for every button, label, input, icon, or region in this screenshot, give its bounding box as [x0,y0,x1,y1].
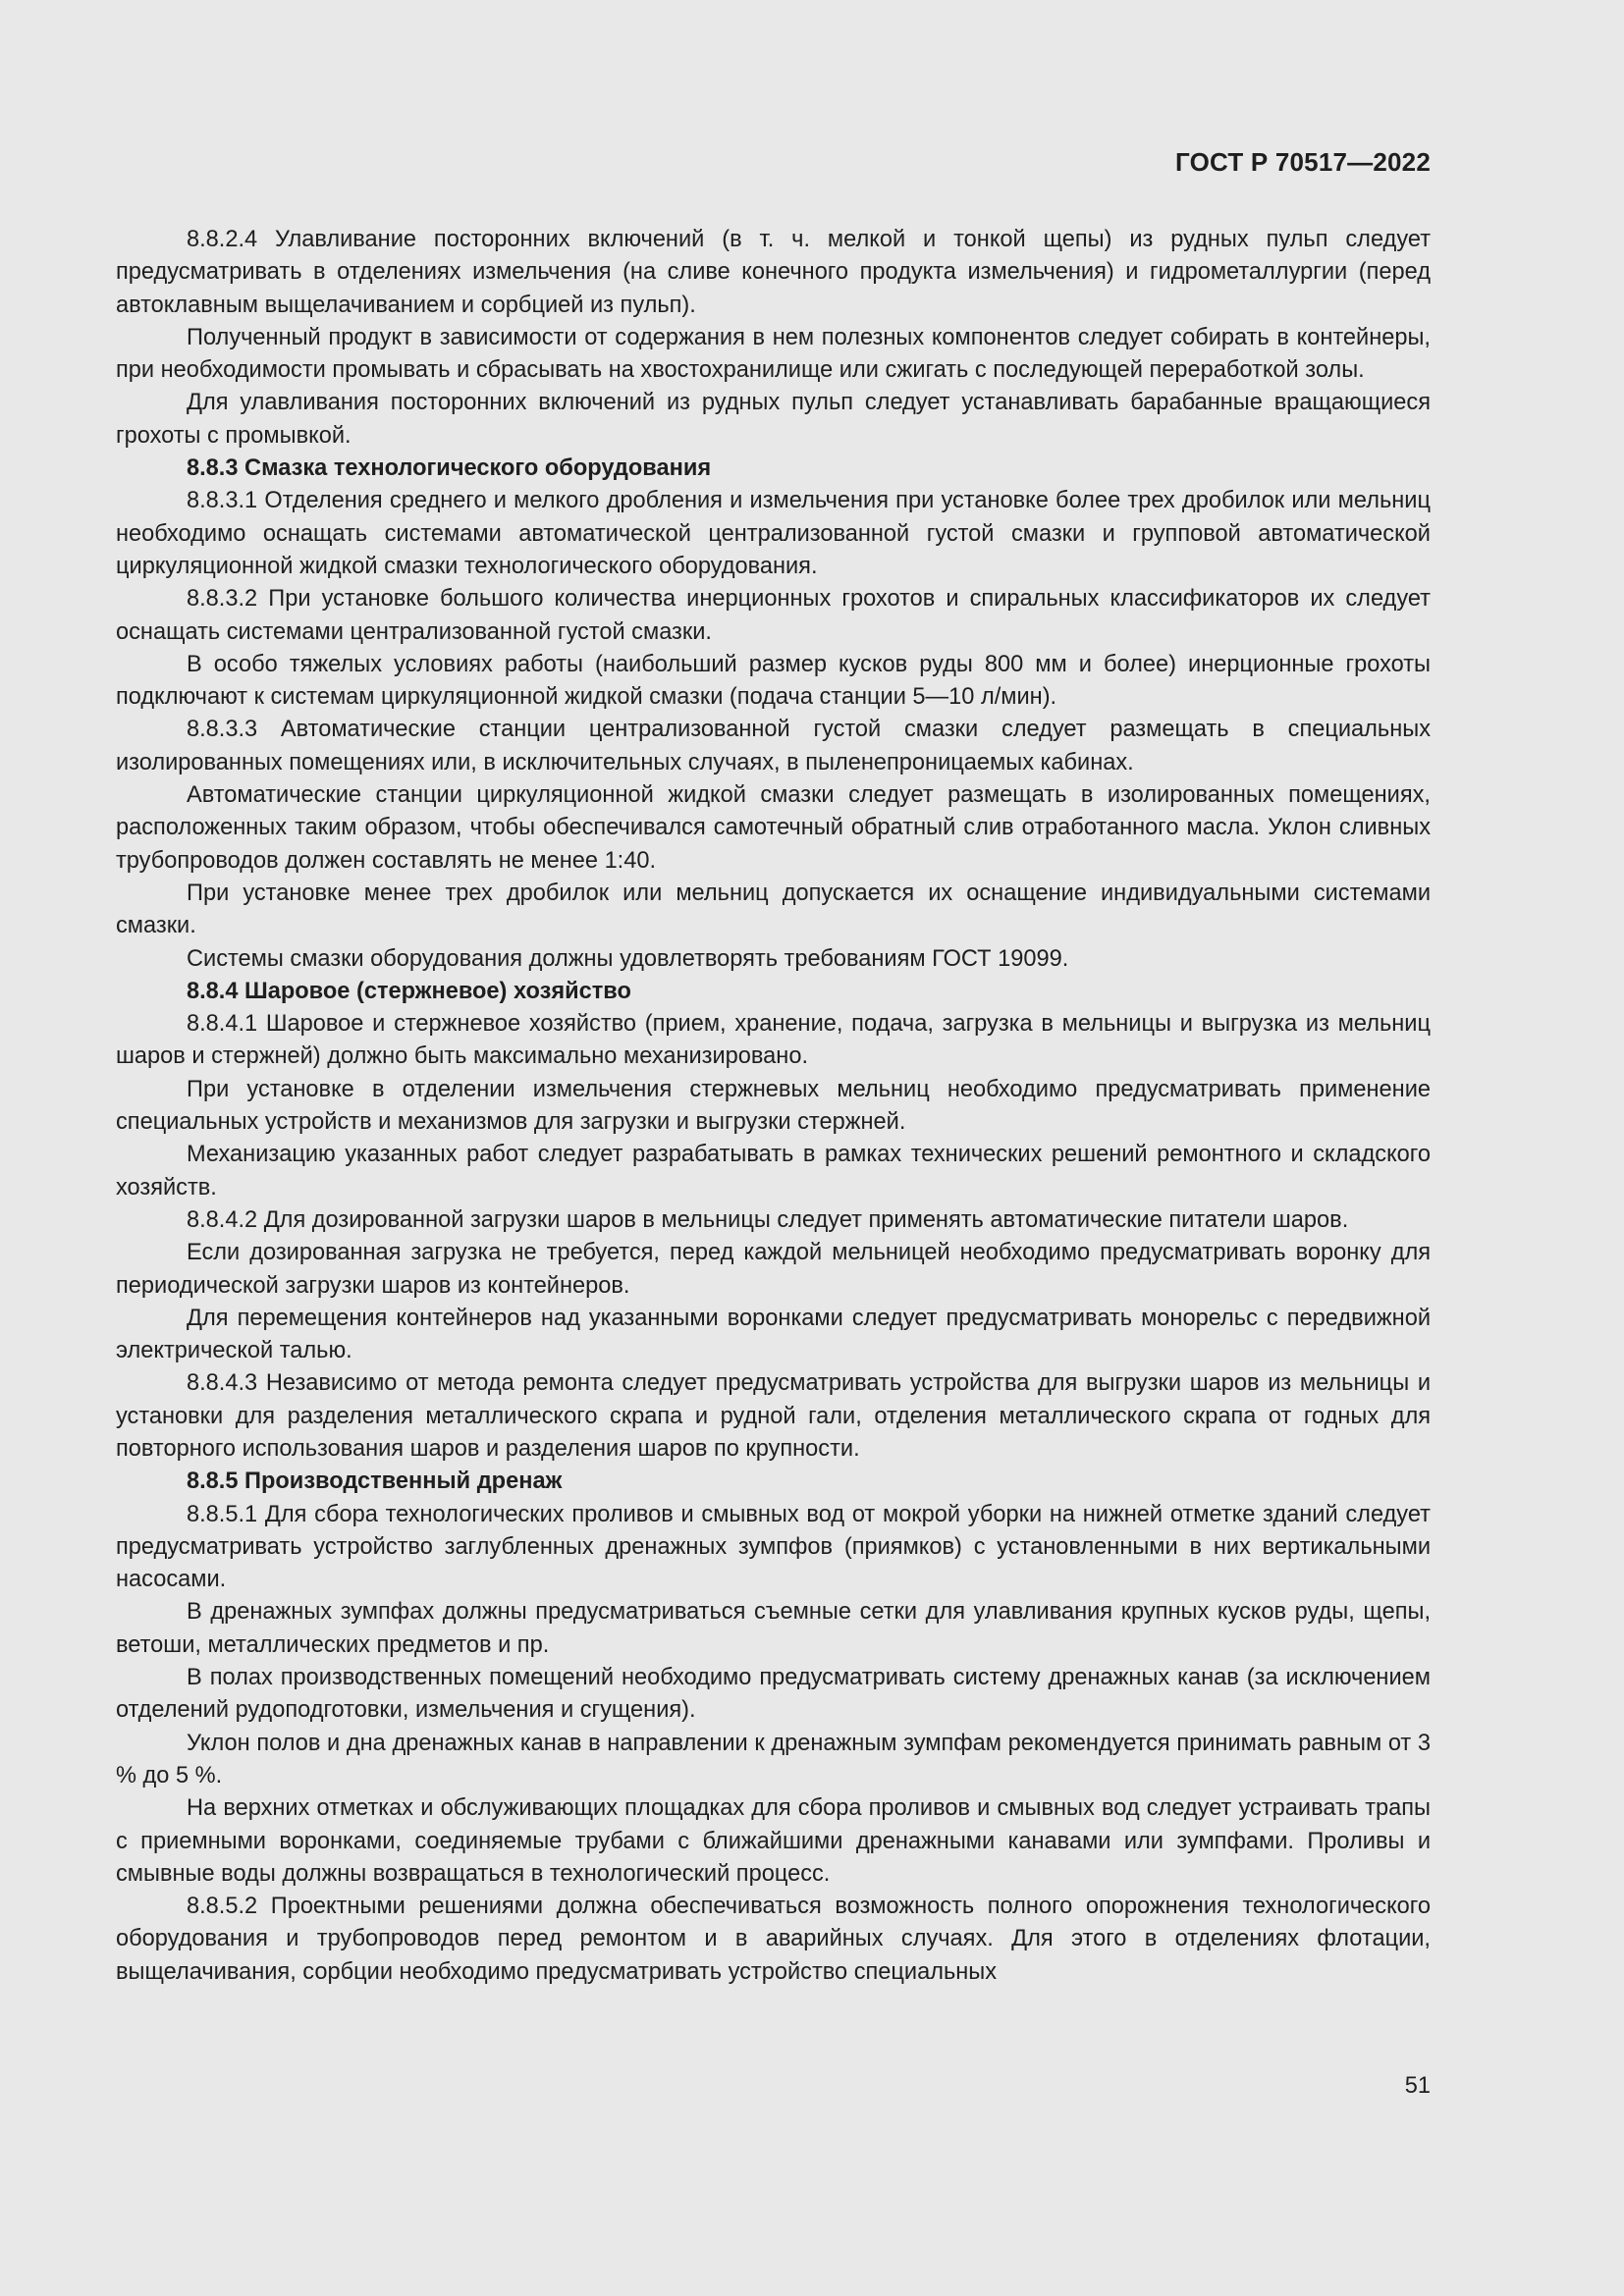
paragraph: В особо тяжелых условиях работы (наибольший размер кусков руды 800 мм и более) инерционные грохоты подключают к системам циркуляционной жидкой смазки (подача станции 5—10 л/мин). [116,651,1431,711]
paragraph: В полах производственных помещений необходимо предусматривать систему дренажных канав (за исключением отделений рудоподготовки, измельчения и сгущения). [116,1665,1431,1724]
paragraph: При установке менее трех дробилок или мельниц допускается их оснащение индивидуальными системами смазки. [116,880,1431,939]
paragraph: Для улавливания посторонних включений из рудных пульп следует устанавливать барабанные вращающиеся грохоты с промывкой. [116,390,1431,449]
paragraph: В дренажных зумпфах должны предусматриваться съемные сетки для улавливания крупных кусков руды, щепы, ветоши, металлических предметов и пр. [116,1599,1431,1658]
paragraph: Автоматические станции циркуляционной жидкой смазки следует размещать в изолированных помещениях, расположенных таким образом, чтобы обеспечивался самотечный обратный слив отработанного масла. Уклон сливных трубопроводов должен составлять не менее 1:40. [116,782,1431,874]
paragraph: Механизацию указанных работ следует разрабатывать в рамках технических решений ремонтного и складского хозяйств. [116,1142,1431,1201]
paragraph: Системы смазки оборудования должны удовлетворять требованиям ГОСТ 19099. [187,945,1069,972]
paragraph: 8.8.3.2 При установке большого количества инерционных грохотов и спиральных классификаторов их следует оснащать системами централизованной густой смазки. [116,586,1431,645]
paragraph: 8.8.4.2 Для дозированной загрузки шаров в мельницы следует применять автоматические питатели шаров. [187,1206,1349,1233]
paragraph: При установке в отделении измельчения стержневых мельниц необходимо предусматривать применение специальных устройств и механизмов для загрузки и выгрузки стержней. [116,1076,1431,1136]
paragraph: 8.8.4.3 Независимо от метода ремонта следует предусматривать устройства для выгрузки шаров из мельницы и установки для разделения металлического скрапа и рудной гали, отделения металлического скрапа от годных для повторного использования шаров и разделения шаров по крупности. [116,1370,1431,1462]
section-heading: 8.8.5 Производственный дренаж [187,1468,563,1495]
section-heading: 8.8.3 Смазка технологического оборудования [187,455,712,482]
paragraph: На верхних отметках и обслуживающих площадках для сбора проливов и смывных вод следует устраивать трапы с приемными воронками, соединяемые трубами с ближайшими дренажными канавами или зумпфами. Проливы и смывные воды должны возвращаться в технологический процесс. [116,1795,1431,1887]
paragraph: Уклон полов и дна дренажных канав в направлении к дренажным зумпфам рекомендуется принимать равным от 3 % до 5 %. [116,1730,1431,1789]
paragraph: Полученный продукт в зависимости от содержания в нем полезных компонентов следует собирать в контейнеры, при необходимости промывать и сбрасывать на хвостохранилище или сжигать с последующей переработкой золы. [116,324,1431,384]
paragraph: Для перемещения контейнеров над указанными воронками следует предусматривать монорельс с передвижной электрической талью. [116,1305,1431,1364]
document-header-standard-code: ГОСТ Р 70517—2022 [1175,147,1431,177]
paragraph: Если дозированная загрузка не требуется, перед каждой мельницей необходимо предусматривать воронку для периодической загрузки шаров из контейнеров. [116,1240,1431,1299]
paragraph: 8.8.5.2 Проектными решениями должна обеспечиваться возможность полного опорожнения технологического оборудования и трубопроводов перед ремонтом и в аварийных случаях. Для этого в отделениях флотации, выщелачивания, сорбции необходимо предусматривать устройство специальных [116,1894,1431,1985]
paragraph: 8.8.3.3 Автоматические станции централизованной густой смазки следует размещать в специальных изолированных помещениях или, в исключительных случаях, в пыленепроницаемых кабинах. [116,717,1431,775]
section-heading: 8.8.4 Шаровое (стержневое) хозяйство [187,978,631,1004]
paragraph: 8.8.5.1 Для сбора технологических проливов и смывных вод от мокрой уборки на нижней отметке зданий следует предусматривать устройство заглубленных дренажных зумпфов (приямков) с установленными в них вертикальными насосами. [116,1501,1431,1593]
paragraph: 8.8.2.4 Улавливание посторонних включений (в т. ч. мелкой и тонкой щепы) из рудных пульп следует предусматривать в отделениях измельчения (на сливе конечного продукта измельчения) и гидрометаллургии (перед автоклавным выщелачиванием и сорбцией из пульп). [116,227,1431,318]
paragraph: 8.8.3.1 Отделения среднего и мелкого дробления и измельчения при установке более трех дробилок или мельниц необходимо оснащать системами автоматической централизованной густой смазки и групповой автоматической циркуляционной жидкой смазки технологического оборудования. [116,488,1431,579]
document-body [116,224,1431,1989]
page-number: 51 [1404,2073,1431,2099]
paragraph: 8.8.4.1 Шаровое и стержневое хозяйство (прием, хранение, подача, загрузка в мельницы и выгрузка из мельниц шаров и стержней) должно быть максимально механизировано. [116,1011,1431,1070]
